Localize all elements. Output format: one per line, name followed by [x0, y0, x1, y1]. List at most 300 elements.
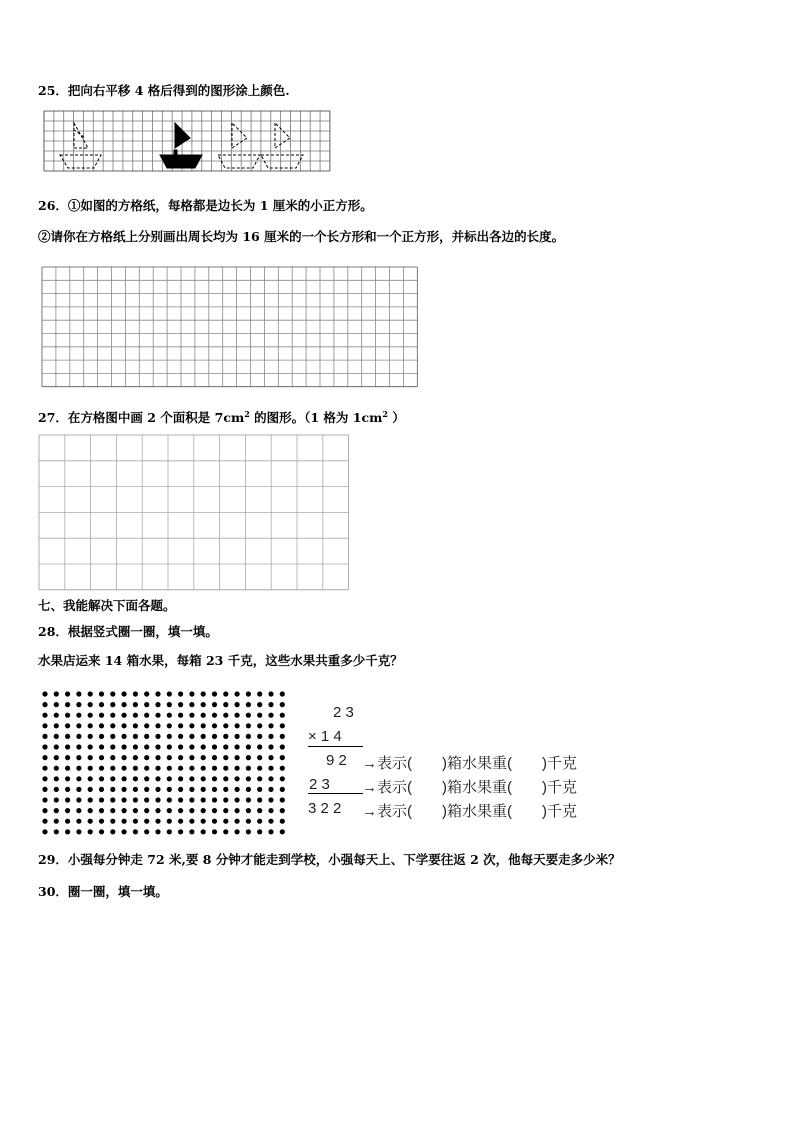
dot	[280, 691, 285, 696]
dot	[54, 755, 59, 760]
black-boat	[160, 123, 202, 168]
dot	[133, 819, 138, 824]
dot	[235, 819, 240, 824]
q28-problem: 水果店运来 14 箱水果，每箱 23 千克，这些水果共重多少千克？	[38, 653, 403, 668]
dot	[235, 797, 240, 802]
dot	[155, 776, 160, 781]
dot	[133, 691, 138, 696]
dot	[110, 744, 115, 749]
dot	[144, 744, 149, 749]
dot	[155, 819, 160, 824]
dot	[76, 691, 81, 696]
dot	[201, 755, 206, 760]
dot	[257, 744, 262, 749]
dot	[110, 808, 115, 813]
dot	[88, 734, 93, 739]
dot	[246, 691, 251, 696]
dot	[212, 755, 217, 760]
dot	[235, 702, 240, 707]
dot	[88, 797, 93, 802]
dot	[65, 787, 70, 792]
dot	[167, 819, 172, 824]
dot	[257, 776, 262, 781]
dot	[235, 829, 240, 834]
dot	[144, 787, 149, 792]
dot	[246, 734, 251, 739]
dot	[155, 755, 160, 760]
dot	[54, 787, 59, 792]
dot	[178, 744, 183, 749]
dot	[257, 713, 262, 718]
dot	[42, 691, 47, 696]
dot	[246, 755, 251, 760]
dot	[178, 787, 183, 792]
dot	[223, 691, 228, 696]
vertical-multiplication	[300, 700, 600, 830]
dot	[223, 723, 228, 728]
dot	[167, 691, 172, 696]
dot	[54, 808, 59, 813]
dot	[99, 713, 104, 718]
dot	[223, 829, 228, 834]
dot	[178, 713, 183, 718]
dot	[122, 691, 127, 696]
dot	[110, 755, 115, 760]
dot	[167, 776, 172, 781]
dot	[268, 691, 273, 696]
dot	[144, 797, 149, 802]
dot	[235, 691, 240, 696]
dot	[178, 723, 183, 728]
dot	[223, 808, 228, 813]
dot	[167, 702, 172, 707]
dot	[235, 787, 240, 792]
dot	[88, 702, 93, 707]
dot	[189, 787, 194, 792]
dot	[110, 723, 115, 728]
dot	[212, 744, 217, 749]
dot	[212, 691, 217, 696]
dot	[133, 744, 138, 749]
dot	[212, 819, 217, 824]
dot	[189, 776, 194, 781]
dot	[212, 797, 217, 802]
dot	[280, 808, 285, 813]
calc-row2-num: 2 3	[309, 776, 330, 793]
dot	[54, 744, 59, 749]
dot	[280, 755, 285, 760]
dot	[155, 787, 160, 792]
dot	[268, 713, 273, 718]
dot	[76, 776, 81, 781]
dot	[54, 819, 59, 824]
dot	[42, 755, 47, 760]
dot	[88, 819, 93, 824]
q28-dot-array	[38, 688, 294, 840]
dot	[42, 734, 47, 739]
dot	[110, 713, 115, 718]
dot	[178, 797, 183, 802]
dot	[189, 734, 194, 739]
dot	[99, 702, 104, 707]
dot	[201, 766, 206, 771]
dot	[167, 755, 172, 760]
dot	[280, 744, 285, 749]
dot	[201, 691, 206, 696]
dot	[54, 797, 59, 802]
calc-row3-text: →表示( )箱水果重( )千克	[362, 803, 577, 820]
dot	[201, 797, 206, 802]
dot	[144, 766, 149, 771]
dot	[99, 755, 104, 760]
dot	[133, 702, 138, 707]
dot	[268, 723, 273, 728]
dot	[280, 702, 285, 707]
dot	[223, 787, 228, 792]
dot	[65, 797, 70, 802]
dot	[155, 808, 160, 813]
q25-grid	[43, 110, 331, 172]
dot	[189, 713, 194, 718]
dot	[246, 723, 251, 728]
dot	[246, 713, 251, 718]
dot	[88, 723, 93, 728]
dot	[167, 744, 172, 749]
dot	[246, 819, 251, 824]
dot	[223, 734, 228, 739]
dot	[110, 787, 115, 792]
dot	[155, 744, 160, 749]
dot	[54, 734, 59, 739]
dot	[122, 755, 127, 760]
dot	[167, 808, 172, 813]
calc-underline-1	[308, 746, 363, 747]
dot	[257, 797, 262, 802]
dot	[223, 776, 228, 781]
calc-top: 2 3	[333, 704, 354, 721]
dot	[65, 713, 70, 718]
dot	[76, 787, 81, 792]
dot	[189, 808, 194, 813]
dot	[144, 723, 149, 728]
dot	[42, 797, 47, 802]
dot	[189, 819, 194, 824]
dot	[65, 776, 70, 781]
dot	[42, 744, 47, 749]
dot	[76, 829, 81, 834]
dot	[167, 787, 172, 792]
dot	[257, 723, 262, 728]
dot	[88, 691, 93, 696]
dot	[178, 808, 183, 813]
dot	[144, 776, 149, 781]
dot	[88, 808, 93, 813]
dot	[201, 829, 206, 834]
dot	[122, 713, 127, 718]
dot	[268, 829, 273, 834]
dot	[99, 829, 104, 834]
dot	[122, 787, 127, 792]
dot	[212, 734, 217, 739]
dot	[65, 734, 70, 739]
dot	[280, 734, 285, 739]
dot	[212, 766, 217, 771]
dot	[42, 808, 47, 813]
dot	[223, 766, 228, 771]
dot	[201, 776, 206, 781]
dot	[201, 744, 206, 749]
dot	[223, 755, 228, 760]
dot	[257, 808, 262, 813]
dot	[110, 829, 115, 834]
dot	[189, 829, 194, 834]
dot	[189, 744, 194, 749]
dot	[99, 776, 104, 781]
dot	[189, 702, 194, 707]
dot	[257, 787, 262, 792]
dot	[65, 744, 70, 749]
dot	[178, 829, 183, 834]
dot	[144, 755, 149, 760]
dot	[268, 808, 273, 813]
dot	[99, 808, 104, 813]
dot	[54, 829, 59, 834]
dot	[223, 702, 228, 707]
dot	[99, 734, 104, 739]
dot	[235, 808, 240, 813]
dot	[167, 723, 172, 728]
dot	[65, 723, 70, 728]
dot	[99, 787, 104, 792]
dot	[178, 755, 183, 760]
dot	[42, 829, 47, 834]
dot	[88, 744, 93, 749]
dot	[65, 691, 70, 696]
dot	[42, 702, 47, 707]
dot	[54, 723, 59, 728]
q30-text: 30．圈一圈，填一填。	[38, 884, 168, 899]
dot	[246, 776, 251, 781]
dot	[212, 787, 217, 792]
dot	[155, 702, 160, 707]
dot	[99, 797, 104, 802]
dot	[155, 797, 160, 802]
dot	[201, 734, 206, 739]
dot	[155, 691, 160, 696]
dot	[280, 819, 285, 824]
dot	[268, 702, 273, 707]
dot	[201, 787, 206, 792]
dot	[257, 829, 262, 834]
dot	[133, 808, 138, 813]
dot	[178, 702, 183, 707]
dot	[201, 808, 206, 813]
dot	[257, 755, 262, 760]
dot	[246, 702, 251, 707]
dot	[178, 819, 183, 824]
dot	[167, 766, 172, 771]
dot	[268, 776, 273, 781]
dot	[88, 776, 93, 781]
dot	[122, 744, 127, 749]
dot	[88, 713, 93, 718]
dot	[76, 734, 81, 739]
dot	[155, 766, 160, 771]
dot	[99, 691, 104, 696]
dot	[155, 829, 160, 834]
dot	[110, 734, 115, 739]
dot	[223, 744, 228, 749]
dot	[212, 723, 217, 728]
dot	[257, 691, 262, 696]
dot	[246, 808, 251, 813]
q26-line1: 26．①如图的方格纸，每格都是边长为 1 厘米的小正方形。	[38, 198, 373, 213]
q27-text: 27．在方格图中画 2 个面积是 $7cm^2$ 的图形。（1 格为 $1cm^2$ ）	[38, 409, 405, 425]
dot	[133, 755, 138, 760]
dot	[122, 797, 127, 802]
dot	[167, 713, 172, 718]
dot	[133, 713, 138, 718]
dot	[235, 744, 240, 749]
dot	[246, 744, 251, 749]
dot	[110, 691, 115, 696]
dot	[246, 829, 251, 834]
dot	[212, 808, 217, 813]
q26-grid	[41, 266, 419, 388]
q26-line2: ②请你在方格纸上分别画出周长均为 16 厘米的一个长方形和一个正方形，并标出各边的长度。	[38, 229, 565, 244]
dot	[235, 723, 240, 728]
dot	[122, 766, 127, 771]
calc-row1-text: →表示( )箱水果重( )千克	[362, 755, 577, 772]
dot	[280, 766, 285, 771]
dot	[133, 723, 138, 728]
dot	[257, 702, 262, 707]
section7-title: 七、我能解决下面各题。	[38, 598, 176, 613]
dot	[268, 787, 273, 792]
dot	[76, 797, 81, 802]
dot	[223, 713, 228, 718]
dot	[88, 766, 93, 771]
dot	[280, 713, 285, 718]
dot	[99, 744, 104, 749]
dot	[42, 819, 47, 824]
dot	[235, 734, 240, 739]
dot	[178, 776, 183, 781]
dot	[54, 691, 59, 696]
dot	[189, 766, 194, 771]
dot	[76, 702, 81, 707]
dot	[42, 713, 47, 718]
dot	[178, 766, 183, 771]
dot	[235, 755, 240, 760]
dot	[133, 797, 138, 802]
dot	[212, 829, 217, 834]
dot	[76, 819, 81, 824]
dot	[257, 766, 262, 771]
dot	[235, 776, 240, 781]
q25-text: 25．把向右平移 4 格后得到的图形涂上颜色.	[38, 83, 290, 98]
dot	[246, 797, 251, 802]
dot	[189, 797, 194, 802]
dot	[76, 808, 81, 813]
dot	[223, 797, 228, 802]
dot	[212, 702, 217, 707]
dot	[268, 797, 273, 802]
dot	[122, 776, 127, 781]
dot	[246, 787, 251, 792]
dot	[122, 808, 127, 813]
dot	[122, 819, 127, 824]
dot	[223, 819, 228, 824]
dot	[257, 734, 262, 739]
dot	[144, 734, 149, 739]
dot	[110, 766, 115, 771]
dot	[144, 829, 149, 834]
dot	[189, 755, 194, 760]
dot	[99, 723, 104, 728]
dot	[110, 819, 115, 824]
dot	[212, 776, 217, 781]
dot	[88, 787, 93, 792]
calc-row3-num: 3 2 2	[308, 800, 342, 817]
dot	[110, 702, 115, 707]
dot	[54, 713, 59, 718]
dot	[280, 776, 285, 781]
dot	[268, 744, 273, 749]
dot	[133, 829, 138, 834]
dot	[122, 734, 127, 739]
dot	[76, 744, 81, 749]
q27-grid	[38, 434, 350, 591]
dot	[133, 766, 138, 771]
dot	[246, 766, 251, 771]
dot	[268, 819, 273, 824]
dot	[189, 691, 194, 696]
dot	[144, 819, 149, 824]
dot	[178, 734, 183, 739]
dot	[280, 829, 285, 834]
dot	[155, 723, 160, 728]
dot	[280, 787, 285, 792]
dot	[65, 766, 70, 771]
dot	[201, 819, 206, 824]
dot	[257, 819, 262, 824]
dot	[42, 776, 47, 781]
dot	[268, 766, 273, 771]
dot	[268, 755, 273, 760]
dot	[280, 723, 285, 728]
dot	[76, 755, 81, 760]
q28-title: 28．根据竖式圈一圈，填一填。	[38, 624, 218, 639]
dot	[122, 829, 127, 834]
dot	[155, 734, 160, 739]
dot	[110, 776, 115, 781]
dot	[189, 723, 194, 728]
dot	[201, 723, 206, 728]
dot	[201, 713, 206, 718]
dot	[268, 734, 273, 739]
dot	[54, 702, 59, 707]
dot	[122, 723, 127, 728]
dot	[99, 819, 104, 824]
calc-row1-num: 9 2	[326, 752, 347, 769]
dot	[167, 829, 172, 834]
dot	[65, 755, 70, 760]
dot	[54, 776, 59, 781]
dot	[99, 766, 104, 771]
dot	[235, 713, 240, 718]
q29-text: 29．小强每分钟走 72 米,要 8 分钟才能走到学校，小强每天上、下学要往返 2 次，他每天要走多少米？	[38, 852, 621, 867]
